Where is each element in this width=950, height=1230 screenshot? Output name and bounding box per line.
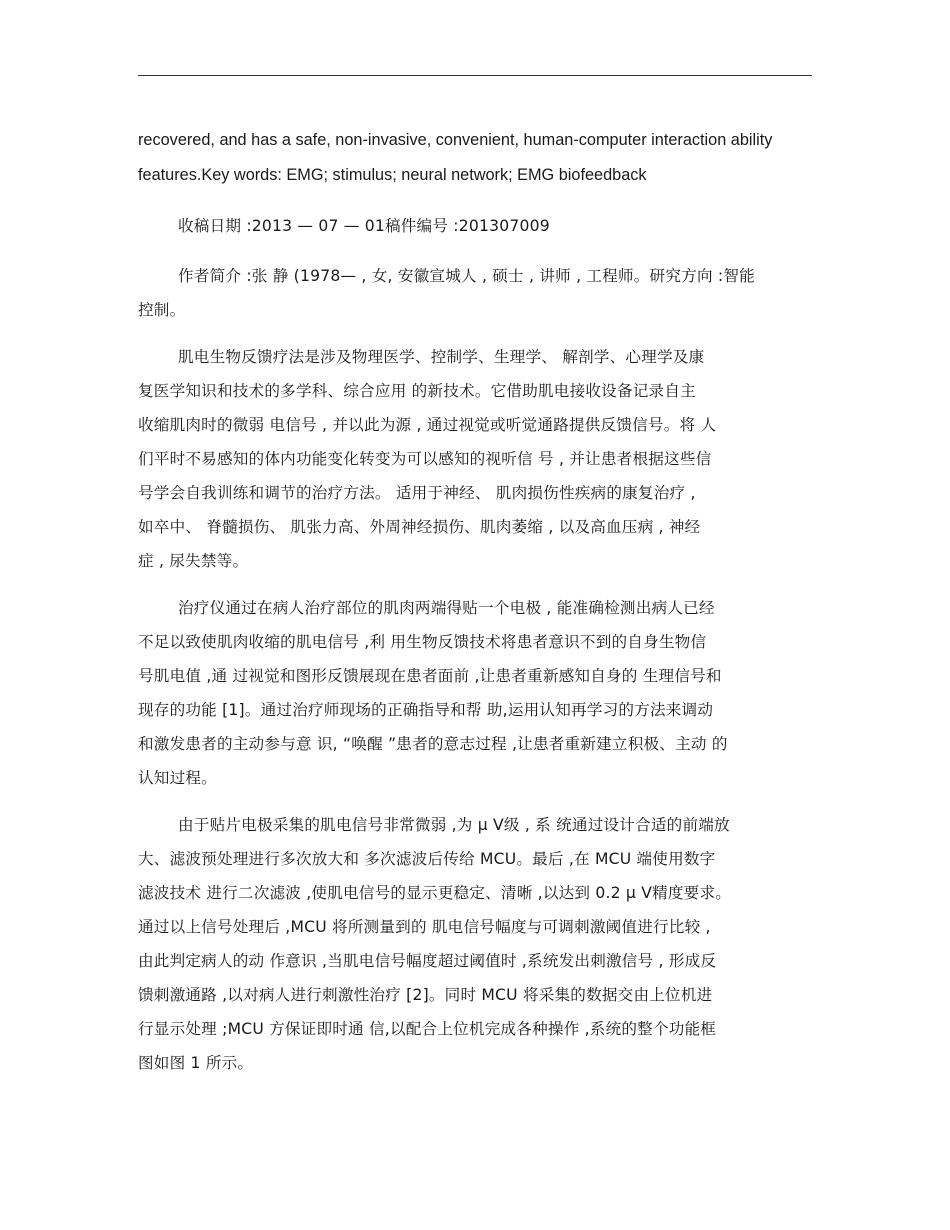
paragraph-1	[138, 340, 818, 578]
paragraph-line: 由此判定病人的动 作意识 ,当肌电信号幅度超过阈值时 ,系统发出刺激信号 , 形成反	[138, 952, 717, 970]
author-line: 控制。	[138, 301, 186, 319]
paragraph-line: 图如图 1 所示。	[138, 1054, 254, 1072]
abstract-line: recovered, and has a safe, non-invasive, convenient, human-computer interaction ability	[138, 131, 773, 149]
paragraph-line: 号肌电值 ,通 过视觉和图形反馈展现在患者面前 ,让患者重新感知自身的 生理信号和	[138, 667, 722, 685]
paragraph-line: 行显示处理 ;MCU 方保证即时通 信,以配合上位机完成各种操作 ,系统的整个功能框	[138, 1020, 717, 1038]
paragraph-line: 现存的功能 [1]。通过治疗师现场的正确指导和帮 助,运用认知再学习的方法来调动	[138, 701, 714, 719]
paragraph-line: 症 , 尿失禁等。	[138, 552, 249, 570]
author-line: 作者简介 :张 静 (1978— , 女, 安徽宣城人 , 硕士 , 讲师 , 工程师。研究方向 :智能	[178, 267, 755, 285]
paragraph-line: 们平时不易感知的体内功能变化转变为可以感知的视听信 号 , 并让患者根据这些信	[138, 450, 712, 468]
paragraph-line: 号学会自我训练和调节的治疗方法。 适用于神经、 肌肉损伤性疾病的康复治疗 ,	[138, 484, 696, 502]
paragraph-line: 馈刺激通路 ,以对病人进行刺激性治疗 [2]。同时 MCU 将采集的数据交由上位机进	[138, 986, 713, 1004]
paragraph-line: 如卒中、 脊髓损伤、 肌张力高、外周神经损伤、肌肉萎缩 , 以及高血压病 , 神经	[138, 518, 701, 536]
abstract-line: features.Key words: EMG; stimulus; neural network; EMG biofeedback	[138, 166, 647, 184]
paragraph-3	[138, 808, 818, 1080]
paragraph-line: 和激发患者的主动参与意 识, “唤醒 ”患者的意志过程 ,让患者重新建立积极、主动 的	[138, 735, 728, 753]
paragraph-line: 通过以上信号处理后 ,MCU 将所测量到的 肌电信号幅度与可调刺激阈值进行比较 ,	[138, 918, 711, 936]
paragraph-line: 滤波技术 进行二次滤波 ,使肌电信号的显示更稳定、清晰 ,以达到 0.2 μ V精度要求。	[138, 884, 732, 902]
received-info	[138, 209, 818, 243]
paragraph-line: 治疗仪通过在病人治疗部位的肌肉两端得贴一个电极 , 能准确检测出病人已经	[178, 599, 715, 617]
header-rule	[138, 75, 812, 76]
paragraph-line: 认知过程。	[138, 769, 217, 787]
paragraph-line: 不足以致使肌肉收缩的肌电信号 ,利 用生物反馈技术将患者意识不到的自身生物信	[138, 633, 707, 651]
paragraph-line: 由于贴片电极采集的肌电信号非常微弱 ,为 μ V级 , 系 统通过设计合适的前端放	[178, 816, 730, 834]
paragraph-line: 复医学知识和技术的多学科、综合应用 的新技术。它借助肌电接收设备记录自主	[138, 382, 696, 400]
paragraph-2	[138, 591, 818, 795]
abstract-tail	[138, 123, 818, 193]
paragraph-line: 大、滤波预处理进行多次放大和 多次滤波后传给 MCU。最后 ,在 MCU 端使用数字	[138, 850, 716, 868]
paragraph-line: 肌电生物反馈疗法是涉及物理医学、控制学、生理学、 解剖学、心理学及康	[178, 348, 705, 366]
paragraph-line: 收缩肌肉时的微弱 电信号 , 并以此为源 , 通过视觉或听觉通路提供反馈信号。将 人	[138, 416, 717, 434]
author-info	[138, 259, 818, 327]
body-text	[138, 123, 818, 1080]
received-date-line: 收稿日期 :2013 — 07 — 01稿件编号 :201307009	[178, 217, 550, 235]
